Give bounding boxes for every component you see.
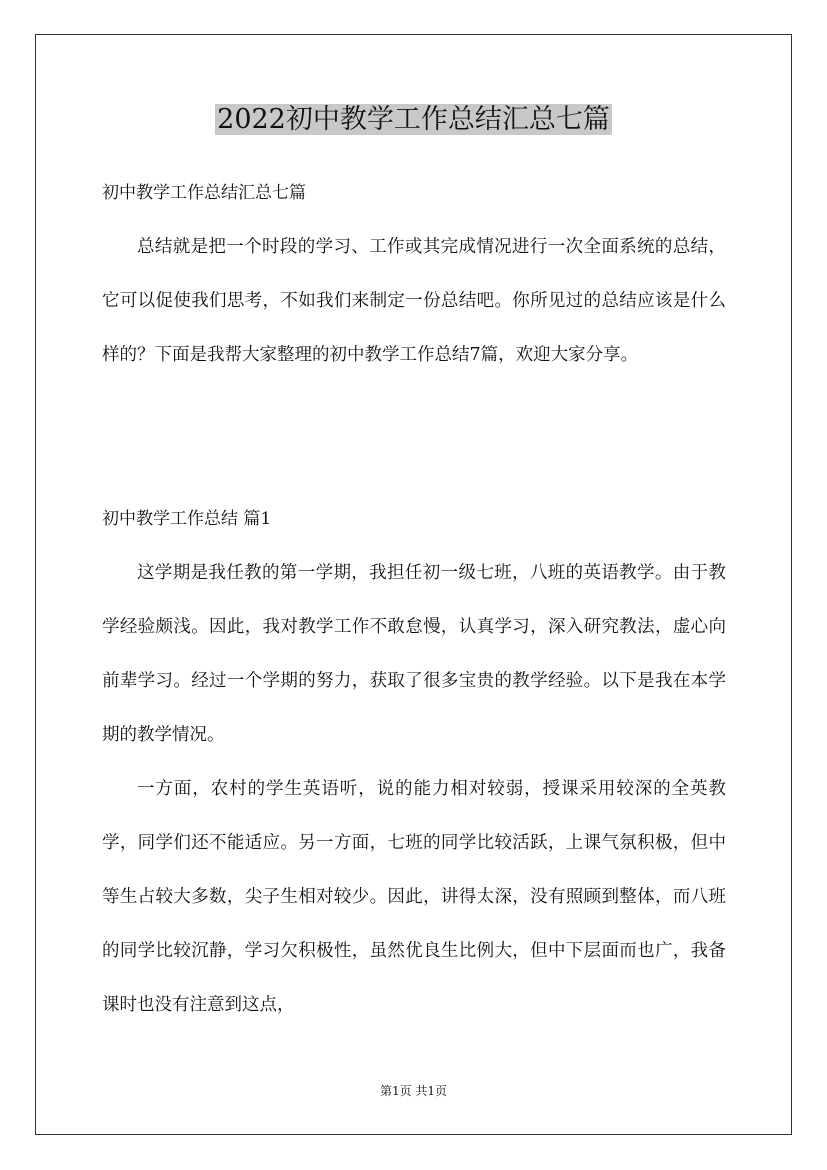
document-title-text: 2022初中教学工作总结汇总七篇 (217, 104, 610, 135)
section-heading: 初中教学工作总结 篇1 (102, 509, 272, 529)
section-paragraph-2: 一方面，农村的学生英语听，说的能力相对较弱，授课采用较深的全英教学，同学们还不能适应。另一方面，七班的同学比较活跃，上课气氛积极，但中等生占较大多数，尖子生相对较少。因此，讲得太深，没有照顾到整体，而八班的同学比较沉静，学习欠积极性，虽然优良生比例大，但中下层面而也广，我备课时也没有注意到这点， (102, 779, 726, 1015)
intro-paragraph: 总结就是把一个时段的学习、工作或其完成情况进行一次全面系统的总结，它可以促使我们思考，不如我们来制定一份总结吧。你所见过的总结应该是什么样的？下面是我帮大家整理的初中教学工作总结7篇，欢迎大家分享。 (102, 237, 726, 365)
page-footer: 第1页 共1页 (379, 1084, 448, 1098)
document-title (0, 100, 827, 140)
document-subtitle: 初中教学工作总结汇总七篇 (102, 183, 306, 203)
section-paragraph-1: 这学期是我任教的第一学期，我担任初一级七班，八班的英语教学。由于教学经验颇浅。因此，我对教学工作不敢怠慢，认真学习，深入研究教法，虚心向前辈学习。经过一个学期的努力，获取了很多宝贵的教学经验。以下是我在本学期的教学情况。 (102, 563, 726, 745)
